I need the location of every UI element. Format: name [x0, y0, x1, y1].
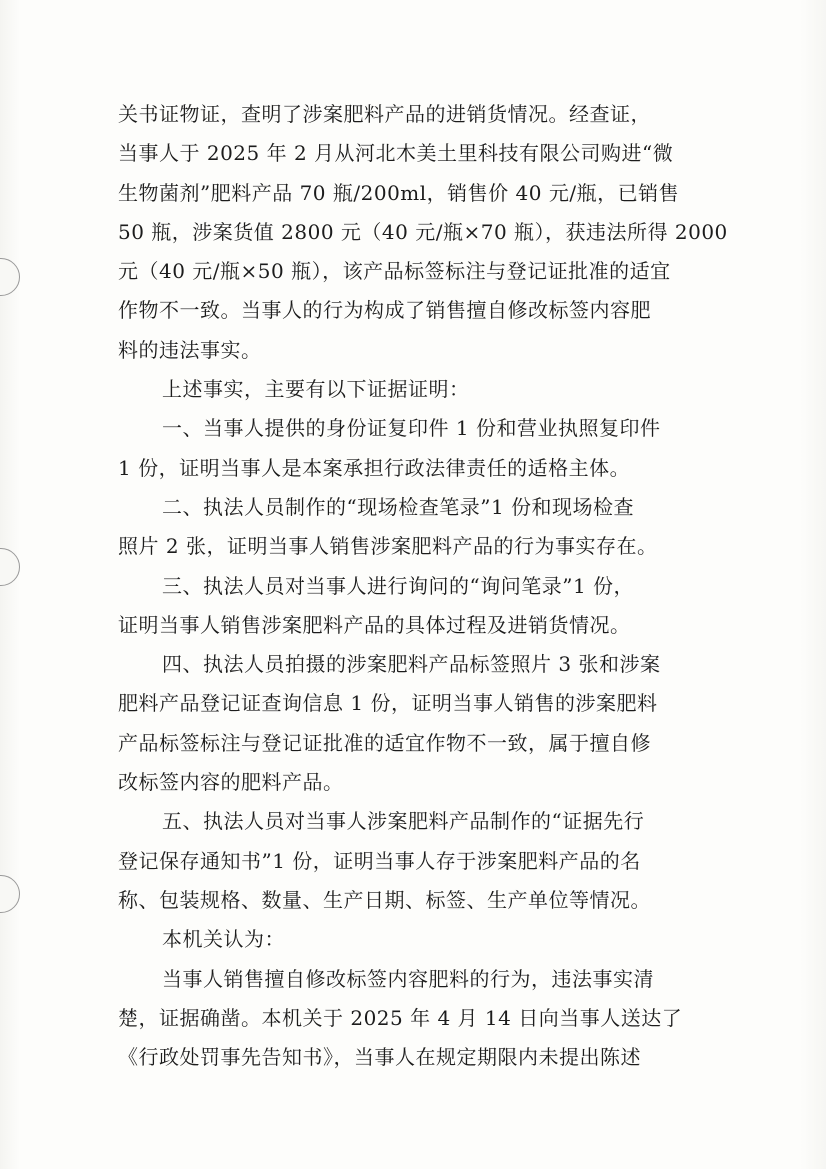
punch-hole — [0, 258, 20, 296]
text-line: 改标签内容的肥料产品。 — [118, 770, 344, 795]
paragraph-heading: 上述事实，主要有以下证据证明： — [162, 377, 470, 402]
text-line: 楚，证据确凿。本机关于 2025 年 4 月 14 日向当事人送达了 — [118, 1005, 683, 1030]
punch-hole — [0, 548, 20, 586]
text-line: 当事人销售擅自修改标签内容肥料的行为，违法事实清 — [162, 966, 654, 991]
text-line: 1 份，证明当事人是本案承担行政法律责任的适格主体。 — [118, 455, 631, 480]
text-line: 作物不一致。当事人的行为构成了销售擅自修改标签内容肥 — [118, 298, 651, 323]
document-body — [118, 95, 728, 1077]
text-line: 生物菌剂”肥料产品 70 瓶/200ml，销售价 40 元/瓶，已销售 — [118, 180, 680, 205]
evidence-item-2: 二、执法人员制作的“现场检查笔录”1 份和现场检查 — [162, 494, 635, 519]
text-line: 《行政处罚事先告知书》，当事人在规定期限内未提出陈述 — [118, 1045, 641, 1070]
evidence-item-3: 三、执法人员对当事人进行询问的“询问笔录”1 份， — [162, 573, 635, 598]
text-line: 产品标签标注与登记证批准的适宜作物不一致，属于擅自修 — [118, 730, 651, 755]
text-line: 50 瓶，涉案货值 2800 元（40 元/瓶×70 瓶），获违法所得 2000 — [118, 219, 728, 244]
evidence-item-4: 四、执法人员拍摄的涉案肥料产品标签照片 3 张和涉案 — [162, 652, 661, 677]
evidence-item-5: 五、执法人员对当事人涉案肥料产品制作的“证据先行 — [162, 809, 645, 834]
text-line: 证明当事人销售涉案肥料产品的具体过程及进销货情况。 — [118, 612, 631, 637]
punch-hole — [0, 875, 20, 913]
evidence-item-1: 一、当事人提供的身份证复印件 1 份和营业执照复印件 — [162, 416, 661, 441]
paragraph-heading: 本机关认为： — [162, 927, 285, 952]
text-line: 登记保存通知书”1 份，证明当事人存于涉案肥料产品的名 — [118, 848, 641, 873]
text-line: 元（40 元/瓶×50 瓶），该产品标签标注与登记证批准的适宜 — [118, 259, 671, 284]
text-line: 照片 2 张，证明当事人销售涉案肥料产品的行为事实存在。 — [118, 534, 658, 559]
text-line: 料的违法事实。 — [118, 337, 262, 362]
text-line: 称、包装规格、数量、生产日期、标签、生产单位等情况。 — [118, 887, 651, 912]
text-line: 当事人于 2025 年 2 月从河北木美土里科技有限公司购进“微 — [118, 141, 674, 166]
text-line: 关书证物证，查明了涉案肥料产品的进销货情况。经查证， — [118, 102, 651, 126]
text-line: 肥料产品登记证查询信息 1 份，证明当事人销售的涉案肥料 — [118, 691, 658, 716]
